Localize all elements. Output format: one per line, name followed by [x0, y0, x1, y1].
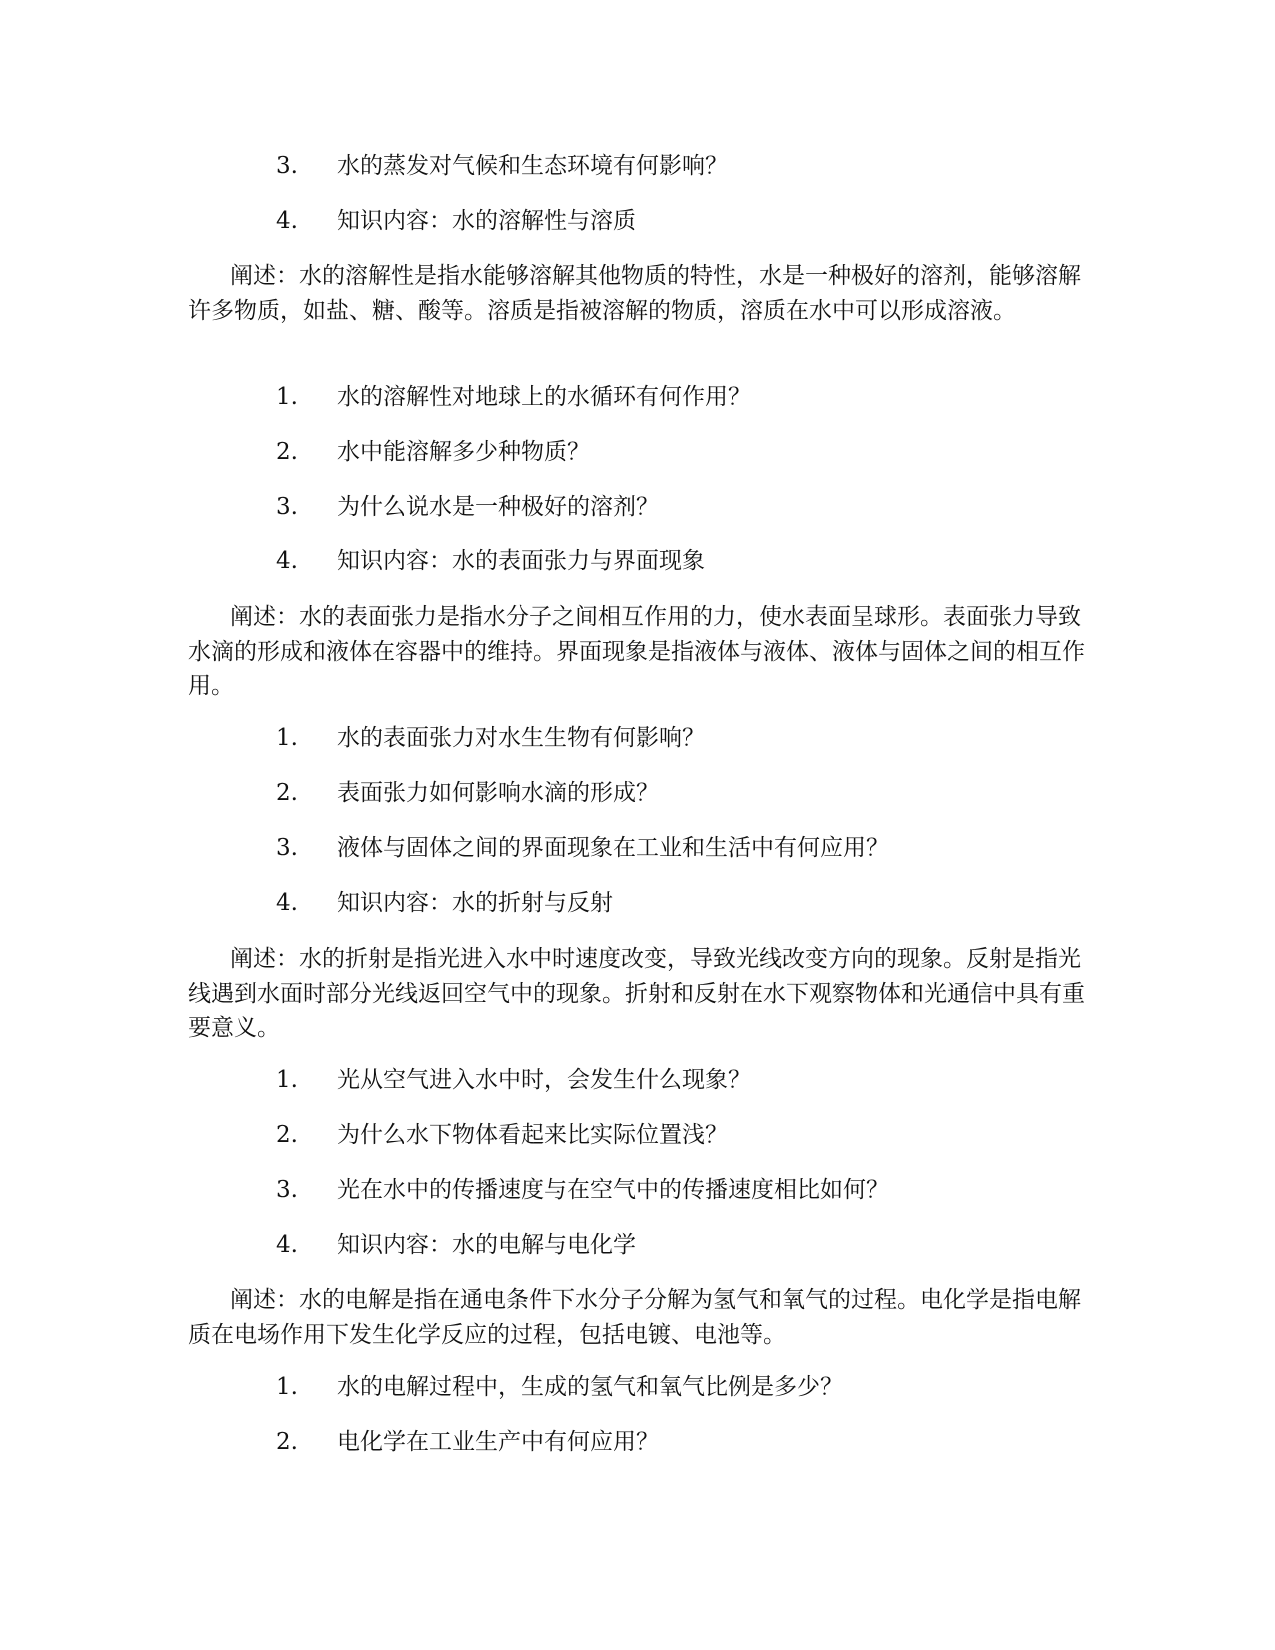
list-item	[0, 432, 1275, 472]
list-item	[0, 828, 1275, 868]
list-number: 1.	[276, 384, 298, 410]
list-item	[0, 1367, 1275, 1407]
list-item	[0, 1225, 1275, 1265]
list-text: 知识内容：水的表面张力与界面现象	[337, 548, 705, 574]
list-item	[0, 201, 1275, 241]
list-item	[0, 1115, 1275, 1155]
list-item	[0, 883, 1275, 923]
list-number: 4.	[276, 890, 298, 916]
list-text: 水中能溶解多少种物质？	[337, 439, 590, 465]
list-text: 知识内容：水的溶解性与溶质	[337, 208, 636, 234]
paragraph-electrolysis: 阐述：水的电解是指在通电条件下水分子分解为氢气和氧气的过程。电化学是指电解质在电场作用下发生化学反应的过程，包括电镀、电池等。	[188, 1287, 1081, 1348]
list-text: 表面张力如何影响水滴的形成？	[337, 780, 659, 806]
list-item	[0, 487, 1275, 527]
list-text: 电化学在工业生产中有何应用？	[337, 1429, 659, 1455]
list-number: 3.	[276, 153, 298, 179]
paragraph-solubility: 阐述：水的溶解性是指水能够溶解其他物质的特性，水是一种极好的溶剂，能够溶解许多物质，如盐、糖、酸等。溶质是指被溶解的物质，溶质在水中可以形成溶液。	[188, 263, 1081, 324]
list-item	[0, 1060, 1275, 1100]
list-number: 1.	[276, 725, 298, 751]
list-text: 光从空气进入水中时，会发生什么现象？	[337, 1067, 751, 1093]
paragraph-surface-tension: 阐述：水的表面张力是指水分子之间相互作用的力，使水表面呈球形。表面张力导致水滴的形成和液体在容器中的维持。界面现象是指液体与液体、液体与固体之间的相互作用。	[188, 604, 1085, 699]
list-text: 为什么说水是一种极好的溶剂？	[337, 494, 659, 520]
list-text: 水的蒸发对气候和生态环境有何影响？	[337, 153, 728, 179]
list-number: 2.	[276, 780, 298, 806]
list-text: 光在水中的传播速度与在空气中的传播速度相比如何？	[337, 1177, 889, 1203]
list-text: 知识内容：水的折射与反射	[337, 890, 613, 916]
list-number: 1.	[276, 1067, 298, 1093]
list-number: 4.	[276, 208, 298, 234]
list-number: 3.	[276, 835, 298, 861]
list-text: 水的电解过程中，生成的氢气和氧气比例是多少？	[337, 1374, 843, 1400]
list-number: 2.	[276, 1122, 298, 1148]
list-number: 1.	[276, 1374, 298, 1400]
list-item	[0, 377, 1275, 417]
list-item	[0, 1170, 1275, 1210]
list-text: 知识内容：水的电解与电化学	[337, 1232, 636, 1258]
list-item	[0, 146, 1275, 186]
list-number: 3.	[276, 494, 298, 520]
list-text: 液体与固体之间的界面现象在工业和生活中有何应用？	[337, 835, 889, 861]
list-item	[0, 541, 1275, 581]
list-item	[0, 1422, 1275, 1462]
paragraph-refraction: 阐述：水的折射是指光进入水中时速度改变，导致光线改变方向的现象。反射是指光线遇到水面时部分光线返回空气中的现象。折射和反射在水下观察物体和光通信中具有重要意义。	[188, 946, 1085, 1041]
list-text: 水的表面张力对水生生物有何影响？	[337, 725, 705, 751]
list-item	[0, 773, 1275, 813]
list-item	[0, 718, 1275, 758]
list-number: 3.	[276, 1177, 298, 1203]
list-number: 2.	[276, 1429, 298, 1455]
list-number: 4.	[276, 1232, 298, 1258]
list-text: 为什么水下物体看起来比实际位置浅？	[337, 1122, 728, 1148]
list-text: 水的溶解性对地球上的水循环有何作用？	[337, 384, 751, 410]
list-number: 4.	[276, 548, 298, 574]
list-number: 2.	[276, 439, 298, 465]
